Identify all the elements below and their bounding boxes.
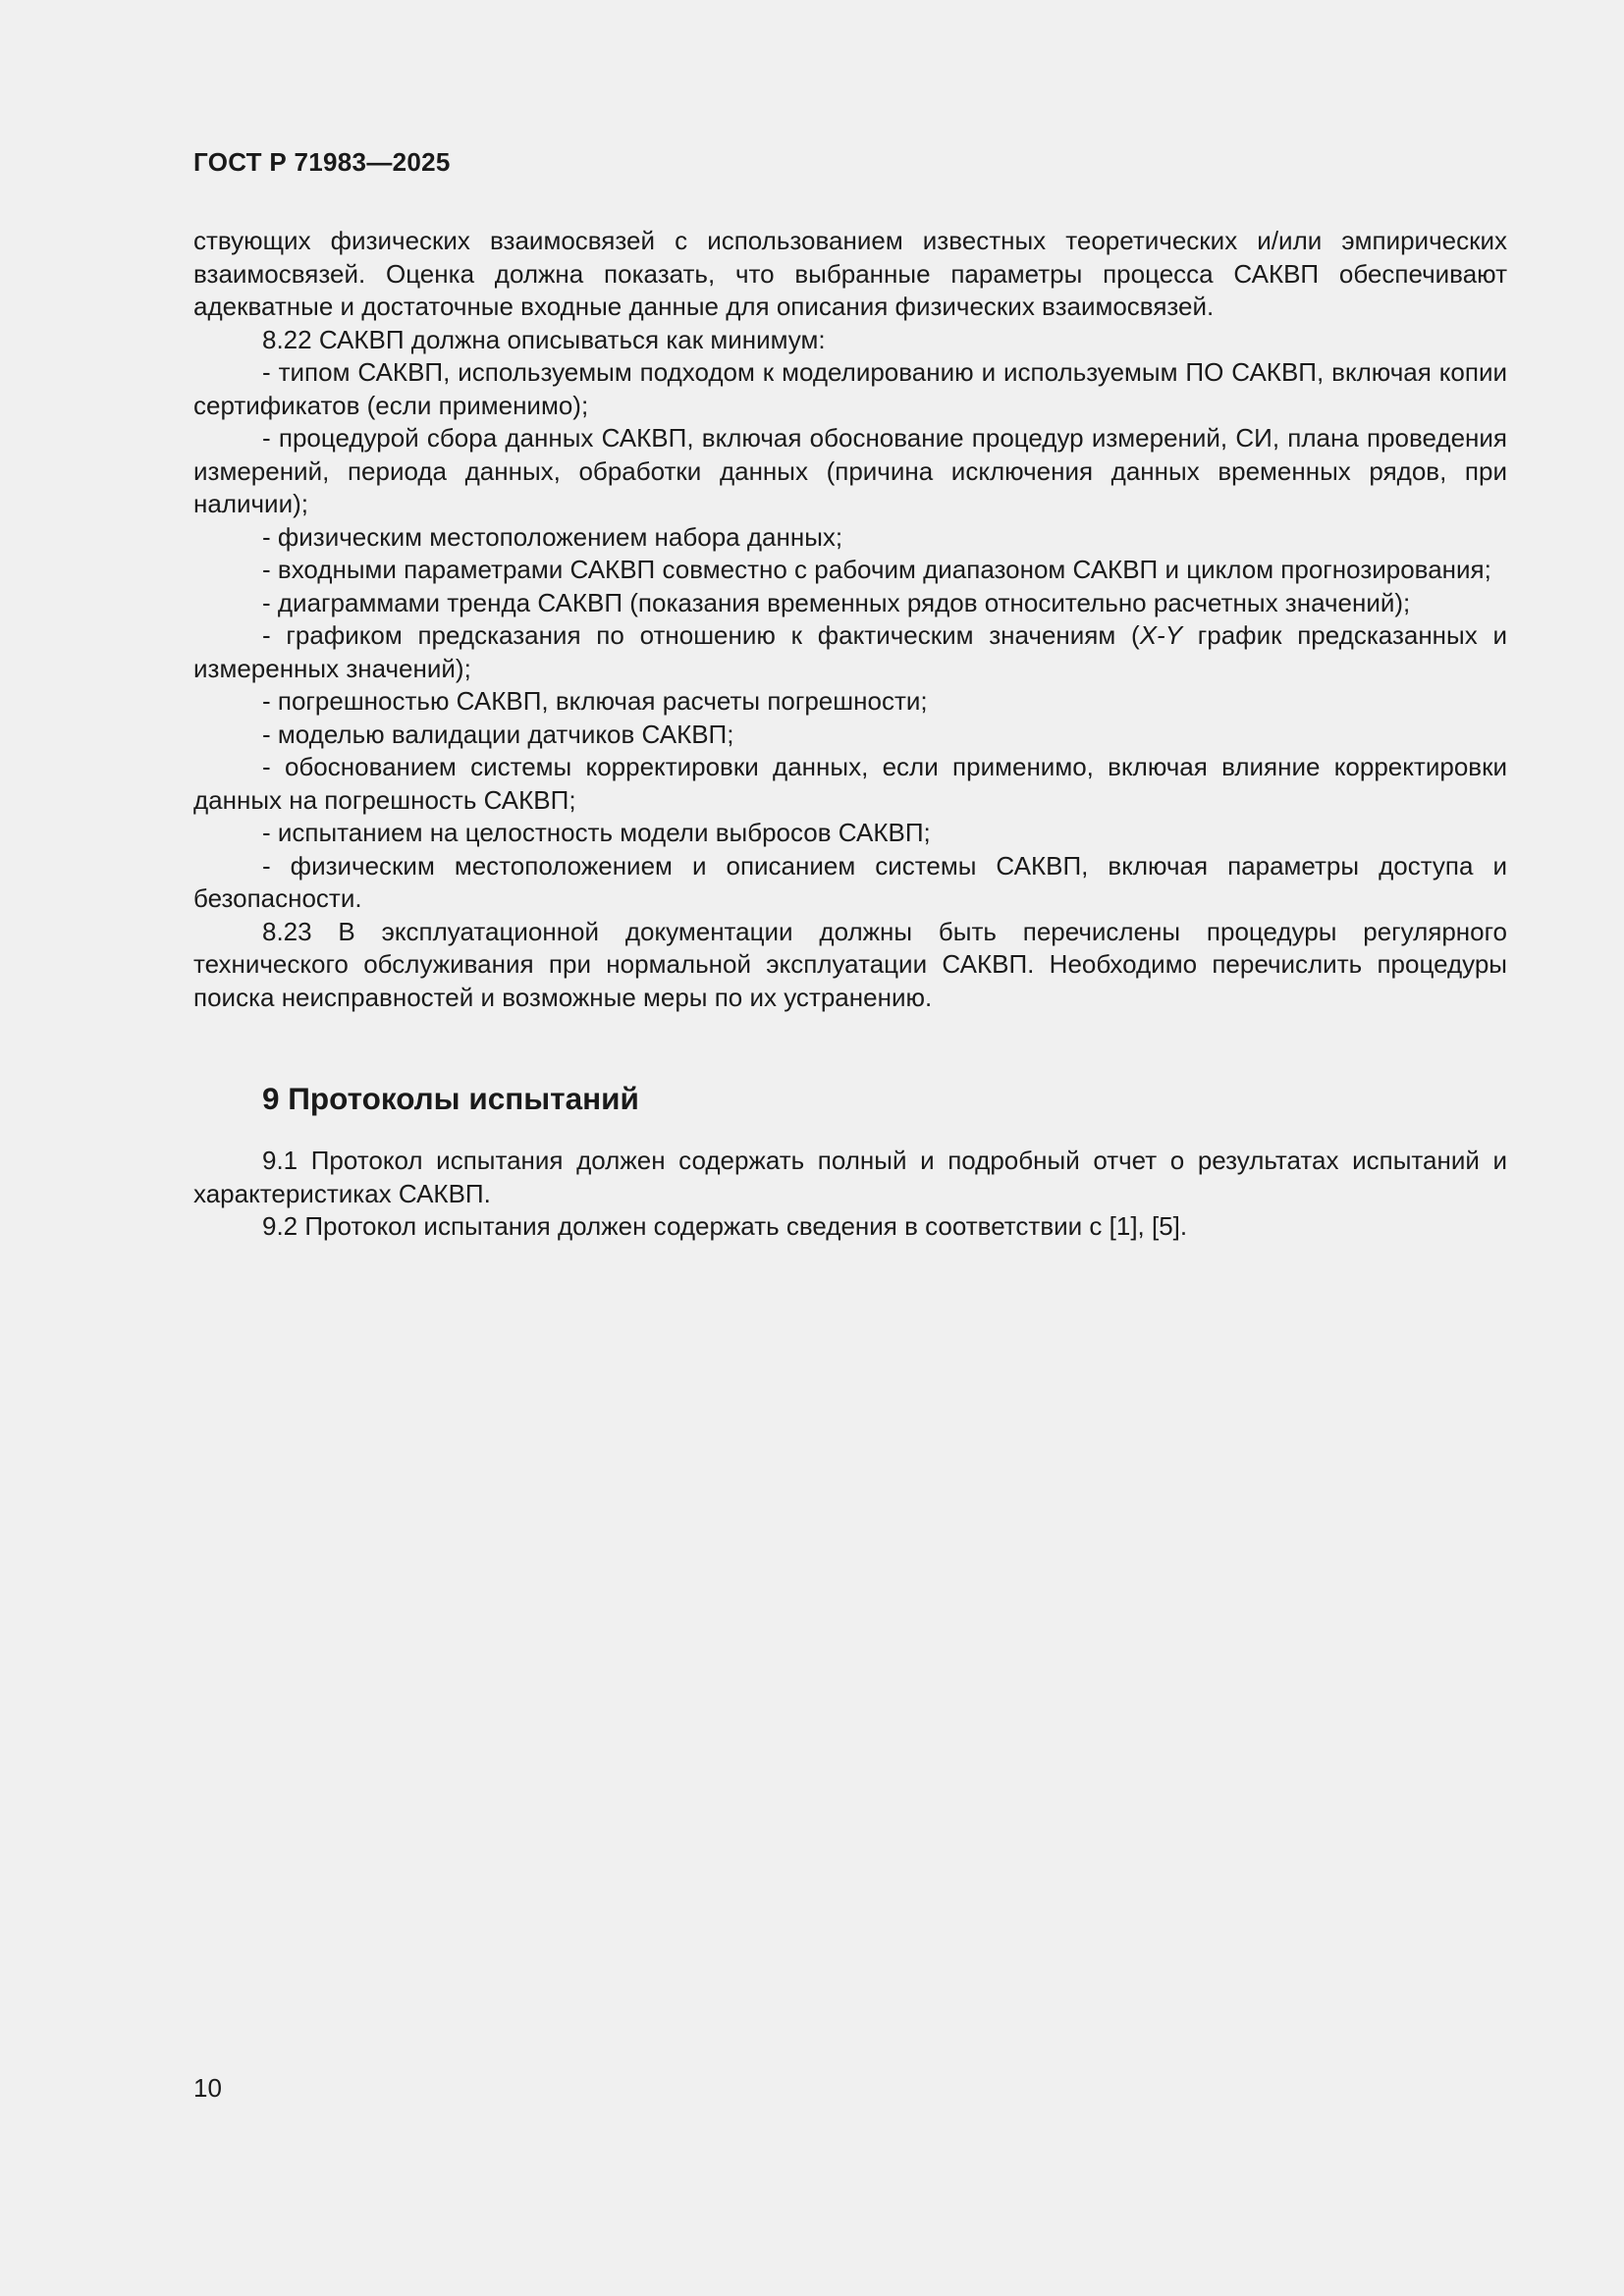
list-item: - обоснованием системы корректировки данных, если применимо, включая влияние корректировки данных на погрешность САКВП; — [193, 752, 1507, 815]
continuation-paragraph: ствующих физических взаимосвязей с использованием известных теоретических и/или эмпирических взаимосвязей. Оценка должна показать, что выбранные параметры процесса САКВП обеспечивают адекватные и достаточные входные данные для описания физических взаимосвязей. — [193, 226, 1507, 321]
list-item: - испытанием на целостность модели выбросов САКВП; — [262, 818, 931, 847]
section-8-text — [193, 225, 1507, 1014]
list-item: - моделью валидации датчиков САКВП; — [262, 719, 734, 749]
document-code-header: ГОСТ Р 71983—2025 — [193, 147, 451, 177]
list-item: - входными параметрами САКВП совместно с рабочим диапазоном САКВП и циклом прогнозирования; — [262, 555, 1491, 584]
list-item: - погрешностью САКВП, включая расчеты погрешности; — [262, 686, 928, 716]
list-item: - процедурой сбора данных САКВП, включая обоснование процедур измерений, СИ, плана проведения измерений, периода данных, обработки данных (причина исключения данных временных рядов, при наличии); — [193, 423, 1507, 518]
clause-9-2: 9.2 Протокол испытания должен содержать сведения в соответствии с [1], [5]. — [262, 1211, 1188, 1241]
section-9-heading: 9 Протоколы испытаний — [262, 1081, 639, 1116]
section-9-text — [193, 1145, 1507, 1244]
list-item: - диаграммами тренда САКВП (показания временных рядов относительно расчетных значений); — [262, 587, 1411, 617]
list-item: - типом САКВП, используемым подходом к моделированию и используемым ПО САКВП, включая копии сертификатов (если применимо); — [193, 357, 1507, 420]
list-item: - физическим местоположением и описанием системы САКВП, включая параметры доступа и безопасности. — [193, 850, 1507, 913]
clause-9-1: 9.1 Протокол испытания должен содержать полный и подробный отчет о результатах испытаний и характеристиках САКВП. — [193, 1146, 1507, 1208]
clause-8-23: 8.23 В эксплуатационной документации должны быть перечислены процедуры регулярного технического обслуживания при нормальной эксплуатации САКВП. Необходимо перечислить процедуры поиска неисправностей и возможные меры по их устранению. — [193, 916, 1507, 1012]
clause-8-22: 8.22 САКВП должна описываться как минимум: — [262, 324, 826, 354]
page-number: 10 — [193, 2073, 222, 2103]
list-item-graph — [193, 619, 1507, 685]
list-item-graph-xy: X-Y — [1139, 620, 1183, 650]
list-item: - физическим местоположением набора данных; — [262, 521, 843, 552]
list-item-graph-before: - графиком предсказания по отношению к фактическим значениям ( — [262, 620, 1140, 650]
list-item-graph-after: график предсказанных и измеренных значений); — [193, 620, 1508, 683]
